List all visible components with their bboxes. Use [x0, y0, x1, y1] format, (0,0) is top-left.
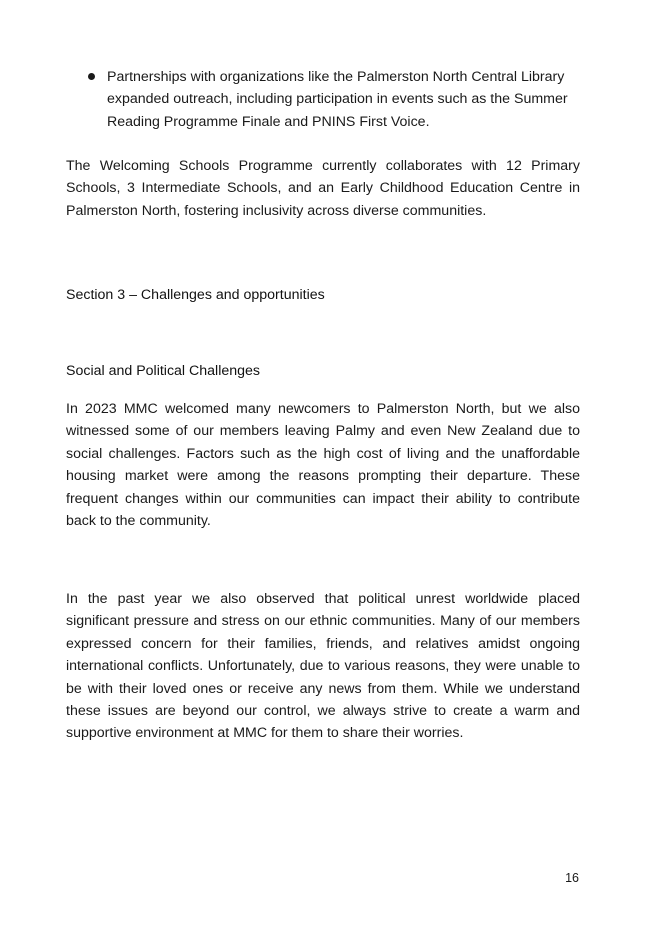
social-challenges-paragraph: In 2023 MMC welcomed many newcomers to Palmerston North, but we also witnessed some of our members leaving Palmy and even New Zealand due to social challenges. Factors such as the high cost of living and the unaffordable housing market were among the reasons prompting their departure. These frequent changes within our communities can impact their ability to contribute back to the community. [66, 401, 580, 530]
welcoming-schools-paragraph: The Welcoming Schools Programme currently collaborates with 12 Primary Schools, 3 Intermediate Schools, and an Early Childhood Education Centre in Palmerston North, fostering inclusivity across diverse communities. [66, 158, 580, 219]
bullet-icon [88, 73, 95, 80]
section-heading: Section 3 – Challenges and opportunities [66, 287, 325, 303]
subheading: Social and Political Challenges [66, 363, 261, 379]
bullet-text: Partnerships with organizations like the Palmerston North Central Library expanded outreach, including participation in events such as the Summer Reading Programme Finale and PNINS First Voice. [107, 69, 568, 130]
bullet-list [88, 66, 580, 133]
political-challenges-paragraph: In the past year we also observed that political unrest worldwide placed significant pressure and stress on our ethnic communities. Many of our members expressed concern for their families, friends, and relatives amidst ongoing international conflicts. Unfortunately, due to various reasons, they were unable to be with their loved ones or receive any news from them. While we understand these issues are beyond our control, we always strive to create a warm and supportive environment at MMC for them to share their worries. [66, 591, 580, 742]
page-number: 16 [565, 871, 579, 885]
list-item [88, 66, 580, 133]
